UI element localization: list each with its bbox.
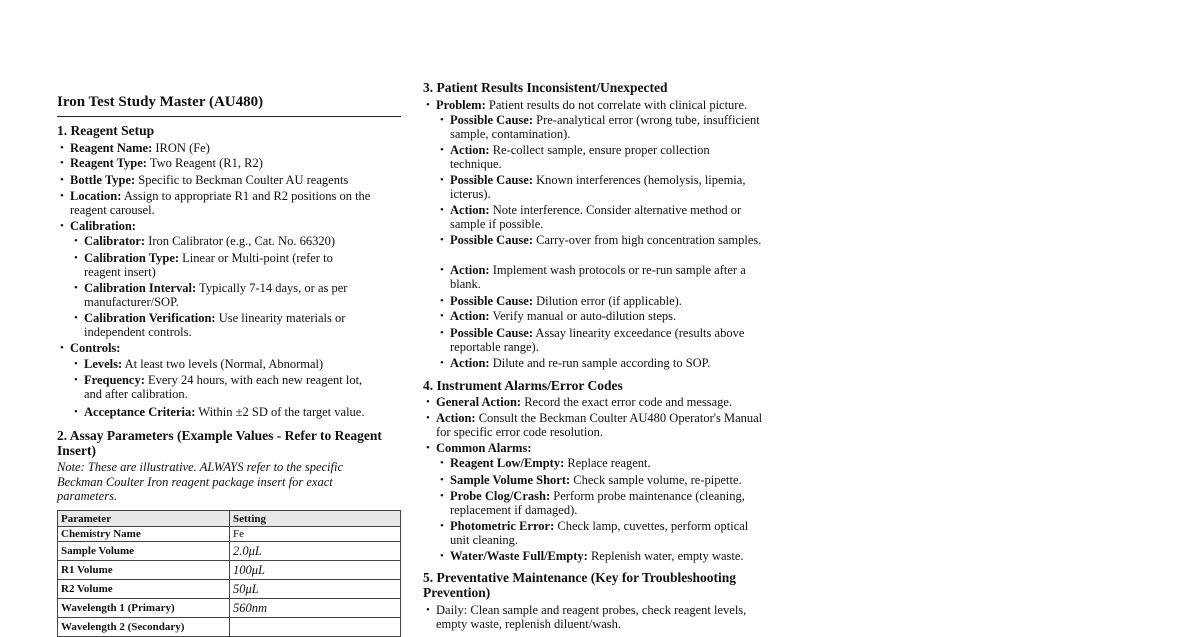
page-title: Iron Test Study Master (AU480) (57, 93, 401, 117)
table-cell-parameter: Wavelength 2 (Secondary) (58, 618, 230, 637)
table-header-setting: Setting (230, 511, 401, 527)
list-item: • Reagent Low/Empty: Replace reagent. (440, 456, 651, 470)
list-item: • Action: Re-collect sample, ensure proper collection technique. (440, 143, 710, 171)
table-cell-setting (230, 618, 401, 637)
list-item: • Daily: Clean sample and reagent probes, check reagent levels, empty waste, replenish diluent/wash. (426, 603, 747, 631)
list-item: • Action: Note interference. Consider alternative method or sample if possible. (440, 203, 742, 231)
table-cell-parameter: Chemistry Name (58, 527, 230, 542)
table-row (58, 542, 401, 561)
table-header-row (58, 511, 401, 527)
assay-parameters-table (57, 510, 401, 637)
table-cell-parameter: Wavelength 1 (Primary) (58, 599, 230, 618)
section-heading-instrument-alarms: 4. Instrument Alarms/Error Codes (423, 378, 623, 393)
list-item: • Calibration: (60, 219, 136, 233)
list-item: • Probe Clog/Crash: Perform probe maintenance (cleaning, replacement if damaged). (440, 489, 745, 517)
table-cell-parameter: R2 Volume (58, 580, 230, 599)
list-item: • Controls: (60, 341, 121, 355)
list-item: • General Action: Record the exact error code and message. (426, 395, 733, 409)
list-item: • Calibration Type: Linear or Multi-point (refer to reagent insert) (74, 251, 333, 279)
list-item: • Bottle Type: Specific to Beckman Coulter AU reagents (60, 173, 349, 187)
list-item: • Calibration Interval: Typically 7-14 days, or as per manufacturer/SOP. (74, 281, 348, 309)
table-row (58, 561, 401, 580)
table-row (58, 599, 401, 618)
table-cell-setting: 100μL (230, 561, 401, 580)
table-cell-parameter: Sample Volume (58, 542, 230, 561)
table-row (58, 580, 401, 599)
list-item: • Possible Cause: Pre-analytical error (wrong tube, insufficient sample, contamination). (440, 113, 760, 141)
list-item: • Action: Dilute and re-run sample according to SOP. (440, 356, 711, 370)
list-item: • Possible Cause: Carry-over from high concentration samples. (440, 233, 762, 247)
list-item: • Calibrator: Iron Calibrator (e.g., Cat. No. 66320) (74, 234, 335, 248)
list-item: • Reagent Type: Two Reagent (R1, R2) (60, 156, 263, 170)
list-item: • Action: Implement wash protocols or re-run sample after a blank. (440, 263, 746, 291)
list-item: • Reagent Name: IRON (Fe) (60, 141, 210, 155)
section-heading-preventative-maintenance: 5. Preventative Maintenance (Key for Troubleshooting Prevention) (423, 570, 736, 600)
note-text: Note: These are illustrative. ALWAYS refer to the specific Beckman Coulter Iron reagent package insert for exact parameters. (57, 460, 344, 503)
table-cell-setting: 2.0μL (230, 542, 401, 561)
list-item: • Possible Cause: Assay linearity exceedance (results above reportable range). (440, 326, 745, 354)
table-cell-parameter: R1 Volume (58, 561, 230, 580)
table-row (58, 527, 401, 542)
list-item: • Possible Cause: Known interferences (hemolysis, lipemia, icterus). (440, 173, 746, 201)
list-item: • Photometric Error: Check lamp, cuvettes, perform optical unit cleaning. (440, 519, 749, 547)
list-item: • Action: Consult the Beckman Coulter AU480 Operator's Manual for specific error code resolution. (426, 411, 763, 439)
section-heading-patient-results: 3. Patient Results Inconsistent/Unexpected (423, 80, 668, 95)
table-cell-setting: 50μL (230, 580, 401, 599)
table-cell-setting: Fe (230, 527, 401, 542)
list-item: • Possible Cause: Dilution error (if applicable). (440, 294, 682, 308)
list-item: • Action: Verify manual or auto-dilution steps. (440, 309, 677, 323)
list-item: • Common Alarms: (426, 441, 532, 455)
section-heading-reagent-setup: 1. Reagent Setup (57, 123, 155, 138)
list-item: • Frequency: Every 24 hours, with each new reagent lot, and after calibration. (74, 373, 363, 401)
list-item: • Acceptance Criteria: Within ±2 SD of the target value. (74, 405, 365, 419)
table-header-parameter: Parameter (58, 511, 230, 527)
list-item: • Location: Assign to appropriate R1 and R2 positions on the reagent carousel. (60, 189, 371, 217)
list-item: • Sample Volume Short: Check sample volume, re-pipette. (440, 473, 742, 487)
list-item: • Levels: At least two levels (Normal, Abnormal) (74, 357, 324, 371)
list-item: • Water/Waste Full/Empty: Replenish water, empty waste. (440, 549, 744, 563)
table-row (58, 618, 401, 637)
table-cell-setting: 560nm (230, 599, 401, 618)
list-item: • Calibration Verification: Use linearity materials or independent controls. (74, 311, 346, 339)
list-item: • Problem: Patient results do not correlate with clinical picture. (426, 98, 748, 112)
section-heading-assay-parameters: 2. Assay Parameters (Example Values - Refer to Reagent Insert) (57, 428, 382, 458)
